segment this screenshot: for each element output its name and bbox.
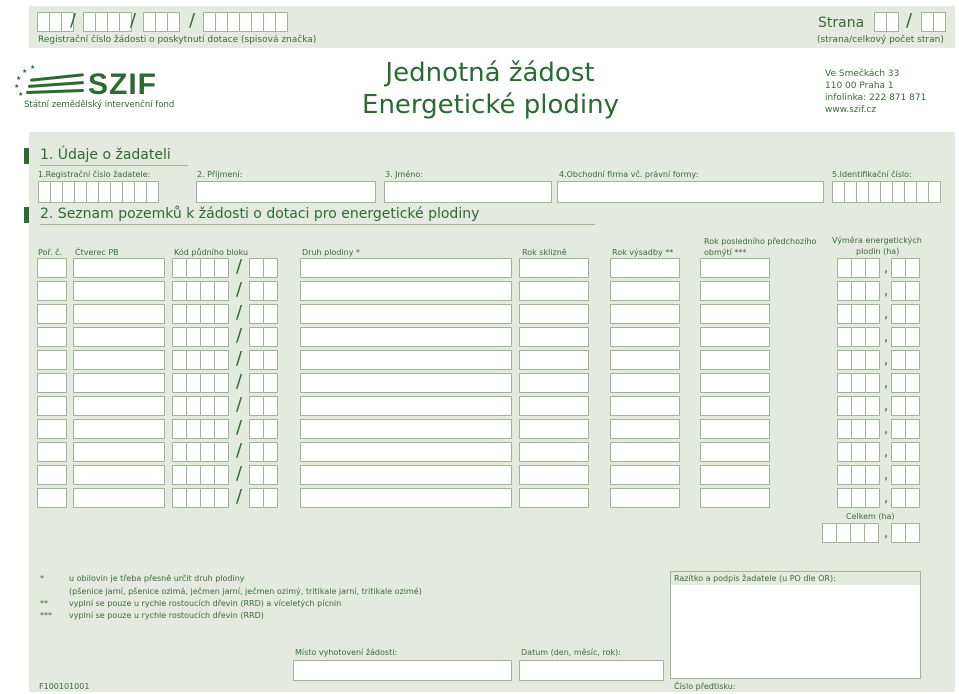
row-ctverec-input[interactable] [73,258,165,278]
strana-current-cells[interactable] [874,12,898,32]
row-kod-cells[interactable] [172,304,228,324]
row-vymera-comma: , [884,307,889,322]
row-kod-cells[interactable] [172,465,228,485]
row-vymera-comma: , [884,353,889,368]
row-kod-cells[interactable] [172,396,228,416]
row-kod-suffix-cells[interactable] [249,419,277,439]
row-kod-suffix-cells[interactable] [249,304,277,324]
row-druh-input[interactable] [300,304,512,324]
row-vymera-decimal-cells[interactable] [891,304,919,324]
logo-wave-icon [28,81,84,88]
row-vymera-whole-cells[interactable] [837,488,879,508]
row-kod-suffix-cells[interactable] [249,488,277,508]
cislo-predtisku-label: Číslo předtisku: [674,682,736,691]
row-ctverec-input[interactable] [73,281,165,301]
registration-applicant-cells[interactable] [38,181,158,203]
row-vymera-whole-cells[interactable] [837,373,879,393]
surname-input[interactable] [196,181,376,203]
registration-slash-2: / [130,10,137,31]
row-vymera-comma: , [884,445,889,460]
form-title: Jednotná žádost [385,58,595,88]
section1-marker [24,148,29,164]
row-ctverec-input[interactable] [73,488,165,508]
row-vymera-decimal-cells[interactable] [891,419,919,439]
datum-label: Datum (den, měsíc, rok): [521,648,621,657]
row-ctverec-input[interactable] [73,350,165,370]
section2-title: 2. Seznam pozemků k žádosti o dotaci pro energetické plodiny [40,206,480,222]
col-header-druh: Druh plodiny * [302,248,360,257]
row-kod-cells[interactable] [172,350,228,370]
row-poradi-input[interactable] [37,258,67,278]
row-sklizne-input[interactable] [519,281,589,301]
row-vymera-decimal-cells[interactable] [891,488,919,508]
row-vymera-decimal-cells[interactable] [891,258,919,278]
registration-number-cells-2[interactable] [83,12,131,32]
row-vymera-decimal-cells[interactable] [891,350,919,370]
row-druh-input[interactable] [300,396,512,416]
row-kod-slash: / [236,440,243,461]
row-ctverec-input[interactable] [73,304,165,324]
col-header-por: Poř. č. [38,248,63,257]
row-druh-input[interactable] [300,465,512,485]
row-obmyti-input[interactable] [700,419,770,439]
field-label-reg: 1.Registrační číslo žadatele: [38,170,151,179]
row-poradi-input[interactable] [37,304,67,324]
row-ctverec-input[interactable] [73,396,165,416]
signature-box-fill [671,585,920,678]
row-kod-cells[interactable] [172,488,228,508]
row-vymera-comma: , [884,376,889,391]
row-kod-suffix-cells[interactable] [249,373,277,393]
row-druh-input[interactable] [300,442,512,462]
row-obmyti-input[interactable] [700,304,770,324]
row-sklizne-input[interactable] [519,350,589,370]
row-vysadby-input[interactable] [610,350,680,370]
col-header-vymera-2: plodin (ha) [856,247,900,256]
logo-subtitle: Státní zemědělský intervenční fond [24,100,175,110]
row-vymera-decimal-cells[interactable] [891,465,919,485]
row-ctverec-input[interactable] [73,327,165,347]
row-sklizne-input[interactable] [519,304,589,324]
row-vymera-comma: , [884,399,889,414]
row-kod-cells[interactable] [172,419,228,439]
row-kod-slash: / [236,325,243,346]
row-vymera-comma: , [884,330,889,345]
row-obmyti-input[interactable] [700,373,770,393]
row-kod-cells[interactable] [172,281,228,301]
row-poradi-input[interactable] [37,281,67,301]
row-obmyti-input[interactable] [700,488,770,508]
col-header-obmyti-2: obmýtí *** [704,248,747,257]
row-vysadby-input[interactable] [610,442,680,462]
row-poradi-input[interactable] [37,327,67,347]
strana-sublabel: (strana/celkový počet stran) [817,35,944,45]
footnote-1b: (pšenice jarní, pšenice ozimá, ječmen jarní, ječmen ozimý, tritikale jarní, tritikale ozimé) [69,587,422,596]
row-vymera-decimal-cells[interactable] [891,396,919,416]
row-poradi-input[interactable] [37,488,67,508]
row-kod-slash: / [236,486,243,507]
row-kod-suffix-cells[interactable] [249,281,277,301]
footnote-mark-3: *** [40,611,52,620]
section1-underline [40,165,188,166]
row-sklizne-input[interactable] [519,258,589,278]
row-vymera-whole-cells[interactable] [837,327,879,347]
row-obmyti-input[interactable] [700,396,770,416]
celkem-decimal-cells[interactable] [891,523,919,543]
row-obmyti-input[interactable] [700,350,770,370]
logo-star-icon: ★ [16,75,22,82]
row-kod-suffix-cells[interactable] [249,258,277,278]
row-sklizne-input[interactable] [519,465,589,485]
row-vysadby-input[interactable] [610,419,680,439]
field-label-prijmeni: 2. Příjmení: [197,170,243,179]
col-header-obmyti-1: Rok posledního předchozího [704,237,817,246]
datum-input[interactable] [519,660,664,681]
registration-number-cells-4[interactable] [203,12,287,32]
row-druh-input[interactable] [300,258,512,278]
row-vymera-whole-cells[interactable] [837,396,879,416]
footnote-mark-1: * [40,574,44,583]
col-header-ctverec: Čtverec PB [75,248,119,257]
row-kod-cells[interactable] [172,327,228,347]
footnote-3: vyplní se pouze u rychle rostoucích dřevin (RRD) [69,611,264,620]
strana-label: Strana [818,15,865,31]
footnote-1a: u obilovin je třeba přesně určit druh plodiny [69,574,245,583]
logo-star-icon: ★ [22,68,28,75]
col-header-vymera-1: Výměra energetických [832,236,922,245]
razitko-label: Razítko a podpis žadatele (u PO dle OR): [674,574,836,583]
row-vysadby-input[interactable] [610,304,680,324]
section1-title: 1. Údaje o žadateli [40,147,171,163]
ico-cells[interactable] [832,181,940,203]
address-web: www.szif.cz [825,105,877,115]
field-label-firma: 4.Obchodní firma vč. právní formy: [559,170,699,179]
row-vysadby-input[interactable] [610,373,680,393]
row-vymera-comma: , [884,491,889,506]
form-subtitle: Energetické plodiny [362,90,619,120]
logo-wordmark: SZIF [88,68,157,101]
row-vysadby-input[interactable] [610,281,680,301]
row-vymera-whole-cells[interactable] [837,350,879,370]
row-druh-input[interactable] [300,350,512,370]
row-sklizne-input[interactable] [519,373,589,393]
row-vymera-comma: , [884,261,889,276]
row-obmyti-input[interactable] [700,327,770,347]
col-header-kod: Kód půdního bloku [174,248,249,257]
celkem-label: Celkem (ha) [846,512,895,521]
row-poradi-input[interactable] [37,373,67,393]
row-vysadby-input[interactable] [610,465,680,485]
misto-label: Místo vyhotovení žádosti: [295,648,398,657]
col-header-sklizne: Rok sklizně [522,248,567,257]
misto-input[interactable] [293,660,512,681]
section2-marker [24,207,29,223]
row-kod-slash: / [236,394,243,415]
section2-underline [40,224,595,225]
row-sklizne-input[interactable] [519,396,589,416]
logo-star-icon: ★ [14,83,20,90]
row-ctverec-input[interactable] [73,373,165,393]
row-ctverec-input[interactable] [73,419,165,439]
field-label-ico: 5.Identifikační číslo: [832,170,912,179]
row-vysadby-input[interactable] [610,258,680,278]
row-kod-suffix-cells[interactable] [249,396,277,416]
row-vymera-decimal-cells[interactable] [891,373,919,393]
row-kod-suffix-cells[interactable] [249,327,277,347]
row-druh-input[interactable] [300,373,512,393]
row-kod-slash: / [236,279,243,300]
row-poradi-input[interactable] [37,396,67,416]
row-kod-suffix-cells[interactable] [249,465,277,485]
registration-slash-1: / [70,10,77,31]
row-vysadby-input[interactable] [610,488,680,508]
row-ctverec-input[interactable] [73,442,165,462]
row-vymera-whole-cells[interactable] [837,465,879,485]
registration-number-cells-1[interactable] [37,12,73,32]
address-infolinka: infolinka: 222 871 871 [825,93,927,103]
row-kod-cells[interactable] [172,373,228,393]
row-vymera-decimal-cells[interactable] [891,442,919,462]
row-kod-slash: / [236,302,243,323]
row-vymera-comma: , [884,422,889,437]
registration-number-cells-3[interactable] [143,12,179,32]
row-kod-suffix-cells[interactable] [249,442,277,462]
strana-total-cells[interactable] [921,12,945,32]
celkem-comma: , [884,526,889,541]
row-vymera-decimal-cells[interactable] [891,327,919,347]
row-vymera-comma: , [884,284,889,299]
logo-wave-icon [30,73,84,82]
celkem-whole-cells[interactable] [822,523,878,543]
row-vymera-decimal-cells[interactable] [891,281,919,301]
row-obmyti-input[interactable] [700,442,770,462]
registration-label: Registrační číslo žádosti o poskytnutí dotace (spisová značka) [38,35,317,45]
row-obmyti-input[interactable] [700,465,770,485]
row-poradi-input[interactable] [37,442,67,462]
company-input[interactable] [557,181,824,203]
col-header-vysadby: Rok výsadby ** [612,248,674,257]
form-code: F100101001 [39,682,90,691]
row-sklizne-input[interactable] [519,419,589,439]
row-vymera-whole-cells[interactable] [837,419,879,439]
row-kod-cells[interactable] [172,258,228,278]
row-poradi-input[interactable] [37,419,67,439]
row-sklizne-input[interactable] [519,327,589,347]
strana-slash: / [906,10,913,31]
logo-wave-icon [26,89,84,94]
logo-star-icon: ★ [30,64,36,71]
logo-star-icon: ★ [18,91,24,98]
row-sklizne-input[interactable] [519,442,589,462]
row-obmyti-input[interactable] [700,281,770,301]
row-vymera-whole-cells[interactable] [837,442,879,462]
row-kod-slash: / [236,256,243,277]
row-druh-input[interactable] [300,488,512,508]
row-poradi-input[interactable] [37,465,67,485]
row-sklizne-input[interactable] [519,488,589,508]
field-label-jmeno: 3. Jméno: [385,170,423,179]
row-poradi-input[interactable] [37,350,67,370]
row-druh-input[interactable] [300,327,512,347]
row-kod-slash: / [236,417,243,438]
row-vymera-comma: , [884,468,889,483]
row-vymera-whole-cells[interactable] [837,258,879,278]
footnote-2: vyplní se pouze u rychle rostoucích dřevin (RRD) a víceletých pícnin [69,599,342,608]
footnote-mark-2: ** [40,599,48,608]
address-street: Ve Smečkách 33 [825,69,900,79]
row-kod-cells[interactable] [172,442,228,462]
address-city: 110 00 Praha 1 [825,81,894,91]
row-kod-suffix-cells[interactable] [249,350,277,370]
row-kod-slash: / [236,463,243,484]
row-vysadby-input[interactable] [610,327,680,347]
row-vysadby-input[interactable] [610,396,680,416]
row-vymera-whole-cells[interactable] [837,304,879,324]
row-obmyti-input[interactable] [700,258,770,278]
row-ctverec-input[interactable] [73,465,165,485]
firstname-input[interactable] [384,181,552,203]
row-kod-slash: / [236,348,243,369]
row-vymera-whole-cells[interactable] [837,281,879,301]
registration-slash-3: / [189,10,196,31]
row-kod-slash: / [236,371,243,392]
row-druh-input[interactable] [300,281,512,301]
row-druh-input[interactable] [300,419,512,439]
